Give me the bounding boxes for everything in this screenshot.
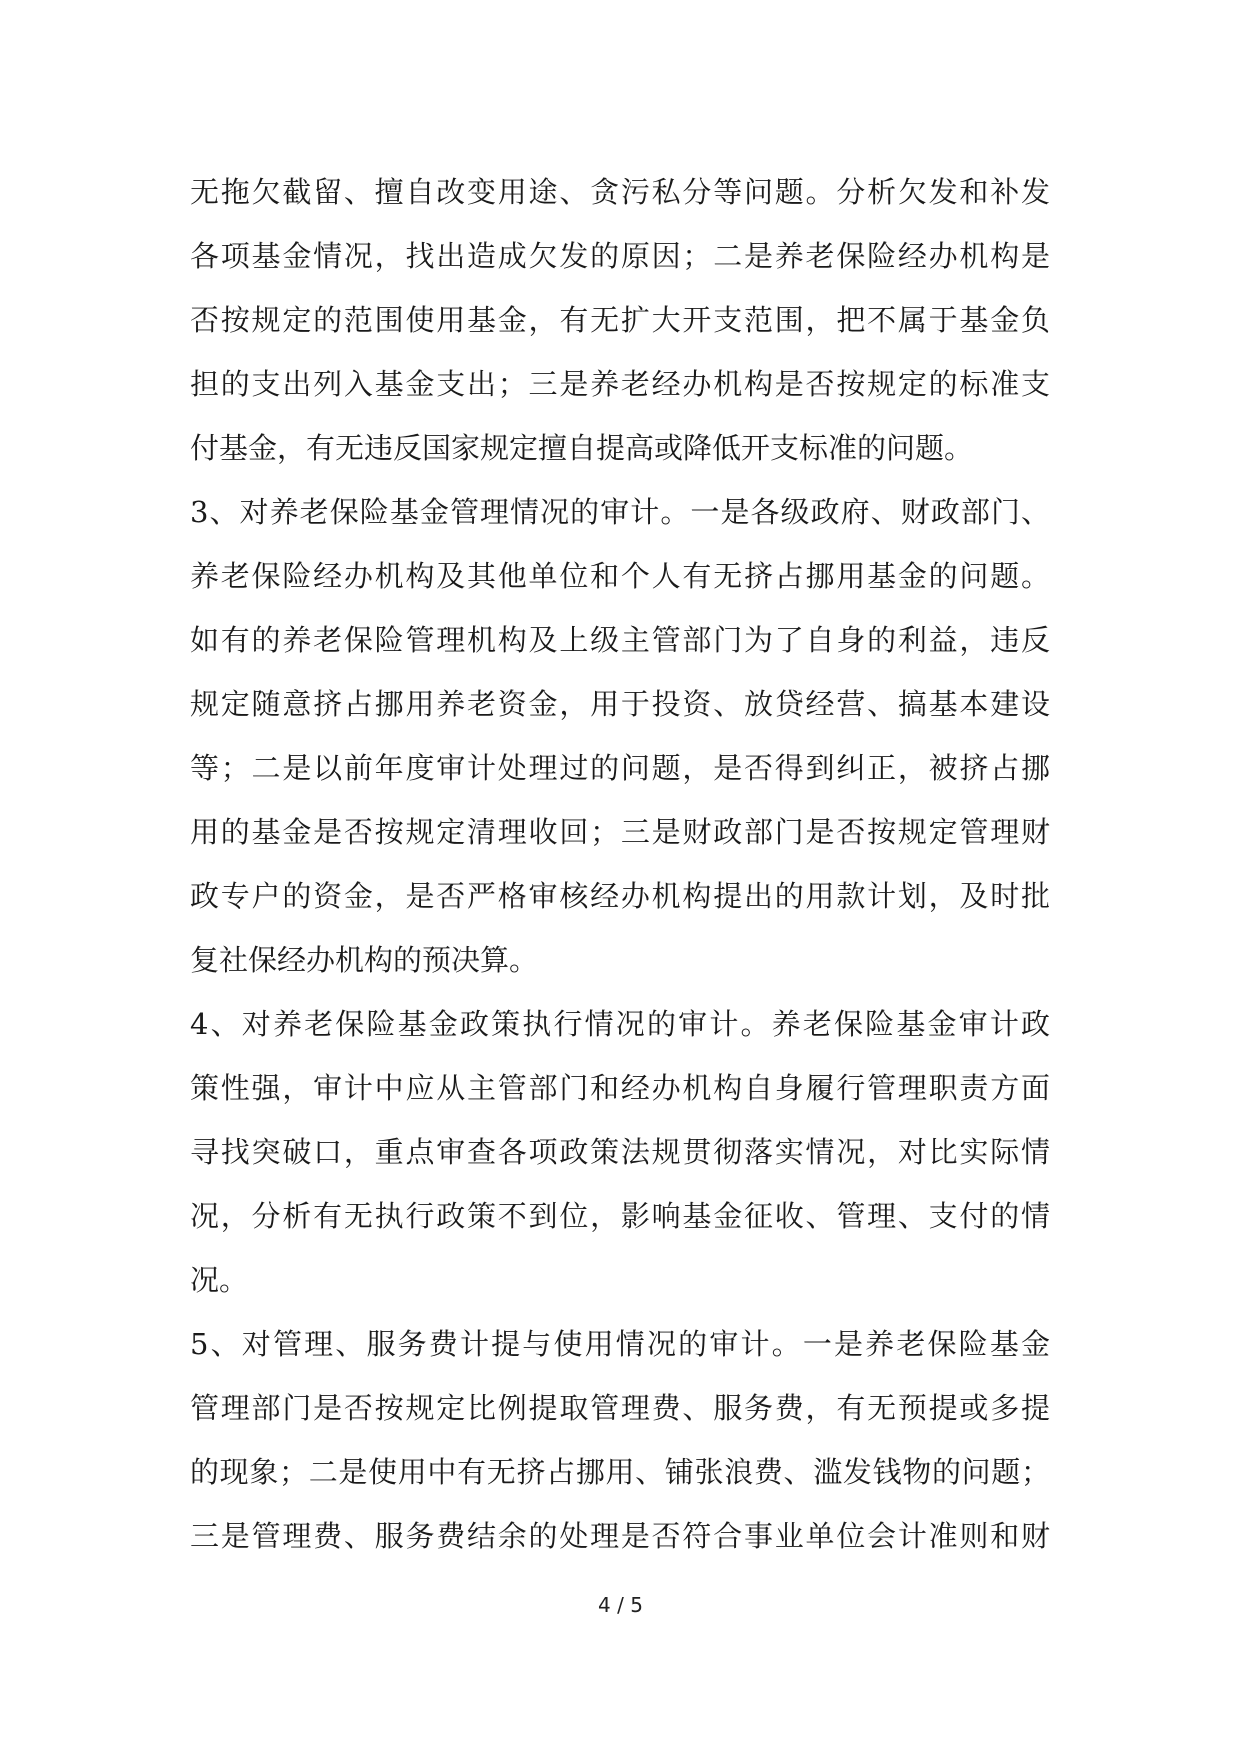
page-number: 4 / 5 [598,1593,643,1617]
text-line: 3、对养老保险基金管理情况的审计。一是各级政府、财政部门、 [190,495,1050,529]
text-line: 策性强，审计中应从主管部门和经办机构自身履行管理职责方面 [190,1071,1050,1105]
text-line: 况。 [190,1263,249,1297]
text-line: 的现象；二是使用中有无挤占挪用、铺张浪费、滥发钱物的问题； [190,1455,1050,1489]
text-line: 无拖欠截留、擅自改变用途、贪污私分等问题。分析欠发和补发 [190,175,1050,209]
text-line: 复社保经办机构的预决算。 [190,943,539,977]
text-line: 付基金，有无违反国家规定擅自提高或降低开支标准的问题。 [190,431,974,465]
text-line: 5、对管理、服务费计提与使用情况的审计。一是养老保险基金 [190,1327,1050,1361]
text-line: 寻找突破口，重点审查各项政策法规贯彻落实情况，对比实际情 [190,1135,1050,1169]
text-line: 况，分析有无执行政策不到位，影响基金征收、管理、支付的情 [190,1199,1050,1233]
text-line: 政专户的资金，是否严格审核经办机构提出的用款计划，及时批 [190,879,1050,913]
document-body [190,160,1050,1568]
text-line: 否按规定的范围使用基金，有无扩大开支范围，把不属于基金负 [190,303,1050,337]
text-line: 养老保险经办机构及其他单位和个人有无挤占挪用基金的问题。 [190,559,1050,593]
text-line: 管理部门是否按规定比例提取管理费、服务费，有无预提或多提 [190,1391,1050,1425]
text-line: 三是管理费、服务费结余的处理是否符合事业单位会计准则和财 [190,1519,1050,1553]
text-line: 担的支出列入基金支出；三是养老经办机构是否按规定的标准支 [190,367,1050,401]
text-line: 等；二是以前年度审计处理过的问题，是否得到纠正，被挤占挪 [190,751,1050,785]
text-line: 规定随意挤占挪用养老资金，用于投资、放贷经营、搞基本建设 [190,687,1050,721]
text-line: 各项基金情况，找出造成欠发的原因；二是养老保险经办机构是 [190,239,1050,273]
text-line: 4、对养老保险基金政策执行情况的审计。养老保险基金审计政 [190,1007,1050,1041]
text-line: 用的基金是否按规定清理收回；三是财政部门是否按规定管理财 [190,815,1050,849]
text-line: 如有的养老保险管理机构及上级主管部门为了自身的利益，违反 [190,623,1050,657]
